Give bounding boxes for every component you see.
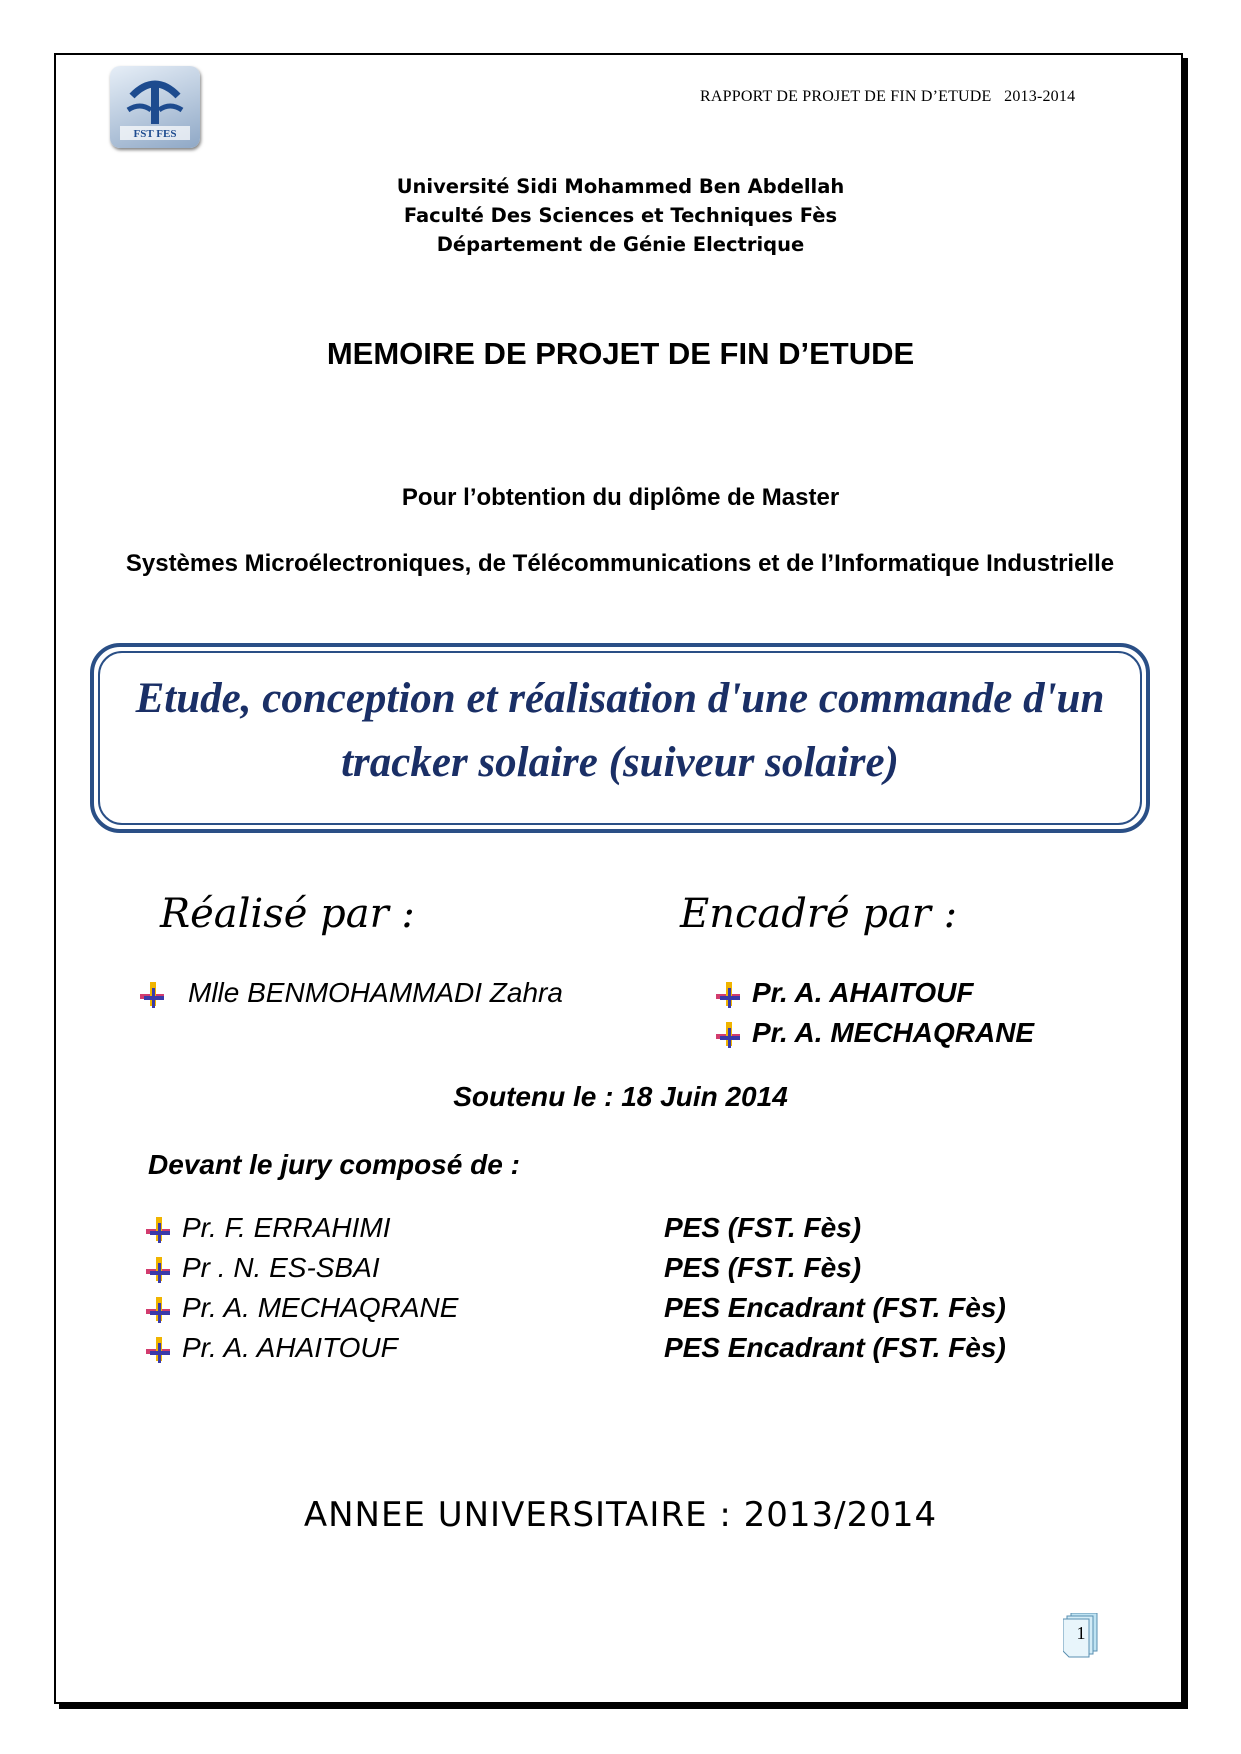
institution-block (0, 172, 1241, 259)
memoire-title: MEMOIRE DE PROJET DE FIN D’ETUDE (326, 336, 915, 371)
faculty-name: Faculté Des Sciences et Techniques Fès (403, 204, 838, 227)
project-title-box (90, 643, 1150, 833)
fst-fes-logo (110, 66, 200, 148)
university-name: Université Sidi Mohammed Ben Abdellah (396, 175, 845, 198)
jury-member-name: Pr. A. MECHAQRANE (182, 1292, 459, 1323)
report-label: RAPPORT DE PROJET DE FIN D’ETUDE (700, 88, 992, 105)
project-title (94, 667, 1146, 795)
project-title-line2: tracker solaire (suiveur solaire) (341, 739, 899, 786)
jury-member-role: PES (FST. Fès) (664, 1252, 862, 1283)
jury-member (146, 1212, 390, 1244)
page-number-badge (1063, 1613, 1099, 1659)
jury-member-name: Pr . N. ES-SBAI (182, 1252, 380, 1283)
supervisor-name: Pr. A. AHAITOUF (752, 977, 974, 1008)
realise-heading: Réalisé par : (160, 891, 415, 937)
encadre-heading: Encadré par : (680, 891, 958, 937)
jury-member-role: PES Encadrant (FST. Fès) (664, 1292, 1006, 1323)
supervisor-name: Pr. A. MECHAQRANE (752, 1017, 1035, 1048)
student-name: Mlle BENMOHAMMADI Zahra (188, 977, 563, 1008)
supervisor-entry (716, 1017, 1034, 1049)
cross-bullet-icon (146, 1257, 172, 1283)
cross-bullet-icon (146, 1297, 172, 1323)
student-entry (140, 977, 563, 1009)
jury-heading: Devant le jury composé de : (148, 1149, 520, 1180)
logo-text: FST FES (133, 128, 177, 140)
jury-member-name: Pr. A. AHAITOUF (182, 1332, 398, 1363)
project-title-line1: Etude, conception et réalisation d'une commande d'un (135, 675, 1105, 722)
cross-bullet-icon (146, 1337, 172, 1363)
jury-member-name: Pr. F. ERRAHIMI (182, 1212, 391, 1243)
diploma-line: Pour l’obtention du diplôme de Master (401, 484, 840, 511)
department-name: Département de Génie Electrique (436, 233, 805, 256)
cross-bullet-icon (146, 1217, 172, 1243)
cross-bullet-icon (716, 1022, 742, 1048)
report-years: 2013-2014 (1004, 88, 1076, 105)
cross-bullet-icon (716, 982, 742, 1008)
jury-member (146, 1252, 380, 1284)
jury-member (146, 1332, 398, 1364)
jury-member-role: PES (FST. Fès) (664, 1212, 862, 1243)
specialty-line: Systèmes Microélectroniques, de Télécommunications et de l’Informatique Industrielle (125, 550, 1115, 577)
defense-date: Soutenu le : 18 Juin 2014 (453, 1081, 788, 1112)
jury-member (146, 1292, 458, 1324)
supervisor-entry (716, 977, 973, 1009)
jury-member-role: PES Encadrant (FST. Fès) (664, 1332, 1006, 1363)
academic-year: ANNEE UNIVERSITAIRE : 2013/2014 (303, 1495, 938, 1535)
page-number: 1 (1076, 1623, 1086, 1643)
page-border (54, 53, 1183, 1704)
report-header (700, 88, 1100, 106)
cross-bullet-icon (140, 982, 166, 1008)
